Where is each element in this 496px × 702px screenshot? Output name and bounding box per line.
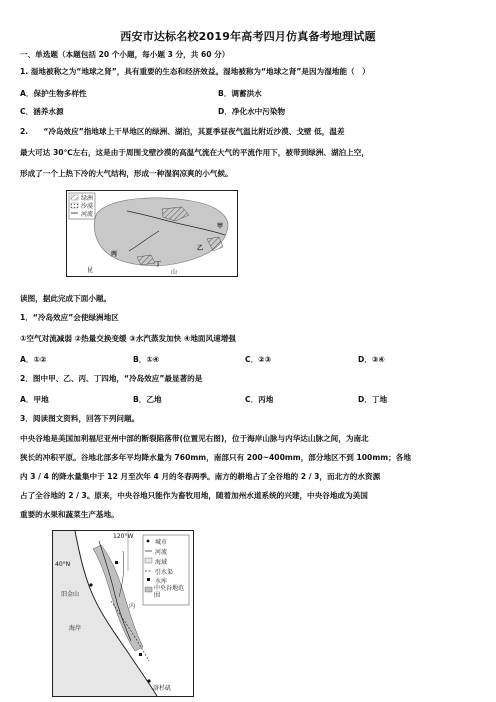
california-map: [52, 530, 194, 697]
sub-q1-items: ①空气对流减弱 ②热量交换变缓 ③水汽蒸发加快 ④地面风速增强: [20, 334, 236, 343]
label-ding: 丁: [155, 261, 162, 268]
sub-q1-option-d: D．③④: [358, 355, 385, 364]
sub-q2-option-c: C．丙地: [245, 395, 274, 404]
california-map-graphic: [53, 531, 193, 696]
label-shan: 山: [171, 269, 178, 276]
label-los-angeles: 洛杉矶: [153, 685, 172, 692]
label-san-francisco: 旧金山: [61, 591, 80, 598]
q2-intro-line1: 2. “冷岛效应”指地球上干旱地区的绿洲、湖泊，其夏季昼夜气温比附近沙漠、戈壁 低，温差: [20, 127, 345, 136]
sub-q2-option-a: A．甲地: [20, 395, 49, 404]
sub-q1-option-b: B．①④: [133, 355, 160, 364]
legend-oasis-label: 绿洲: [81, 195, 94, 202]
legend-valley-label: 中央谷地范围: [154, 585, 185, 599]
q3-passage-line5: 重要的水果和蔬菜生产基地。: [20, 510, 119, 519]
q1-stem: 1. 湿地被称之为“地球之肾”，具有重要的生态和经济效益。湿地被称为“地球之肾”是因为湿地能（ ）: [20, 67, 370, 76]
page-title: 西安市达标名校2019年高考四月仿真备考地理试题: [120, 30, 376, 43]
oasis-map: [66, 190, 238, 277]
sub-q2-option-d: D．丁地: [358, 395, 388, 404]
section-heading: 一、单选题（本题包括 20 个小题，每小题 3 分，共 60 分）: [20, 50, 230, 59]
legend-river-label-2: 河流: [155, 549, 168, 556]
sub-q1-option-c: C．②③: [245, 355, 272, 364]
q3-stem: 3．阅读图文资料，回答下列问题。: [20, 414, 140, 423]
q1-option-c: C．涵养水源: [20, 107, 64, 116]
sub-q1-option-a: A．①②: [20, 355, 47, 364]
q3-passage-line2: 狭长的冲积平原。谷地北部多年平均降水量为 760mm，南部只有 200~400mm，部分地区不到 100mm；各地: [20, 453, 411, 462]
legend-sea-label: 海域: [155, 559, 168, 566]
q3-passage-line4: 占了全谷地的 2 / 3。原来，中央谷地只能作为畜牧用地，随着加州水道系统的兴建，中央谷地成为美国: [20, 491, 368, 500]
sub-q2-stem: 2．图中甲、乙、丙、丁四地，“冷岛效应”最显著的是: [20, 374, 203, 383]
q1-option-d: D．净化水中污染物: [218, 107, 286, 116]
q1-option-b: B．调蓄洪水: [218, 89, 262, 98]
label-jia: 甲: [217, 223, 224, 230]
q2-intro-line3: 形成了一个上热下冷的大气结构，形成一种湿润凉爽的小气候。: [20, 169, 233, 178]
legend-reservoir-label: 水库: [155, 578, 168, 585]
read-map-prompt: 读图，据此完成下面小题。: [20, 294, 112, 303]
longitude-label: 120°W: [113, 533, 134, 540]
q1-option-a: A．保护生物多样性: [20, 89, 87, 98]
latitude-label: 40°N: [55, 561, 71, 568]
label-yi: 乙: [197, 245, 204, 252]
q3-passage-line1: 中央谷地是美国加利福尼亚州中部的断裂陷落带(位置见右图)，位于海岸山脉与内华达山脉之间，为南北: [20, 434, 369, 443]
label-kun: 昆: [87, 267, 94, 274]
label-bing: 丙: [111, 251, 118, 258]
legend-desert-label: 沙漠: [81, 203, 94, 210]
q3-passage-line3: 内 3 / 4 的降水量集中于 12 月至次年 4 月的冬春两季。南方的耕地占了全谷地的 2 / 3，而北方的水资源: [20, 472, 381, 481]
legend-aqueduct-label: 引水渠: [155, 569, 174, 576]
legend-river-label: 河流: [81, 211, 94, 218]
legend-city-label: 城市: [155, 539, 168, 546]
q3-passage: [20, 429, 478, 524]
q2-intro-line2: 最大可达 30℃左右，这是由于周围戈壁沙漠的高温气流在大气的平流作用下，被带到绿洲、湖泊上空，: [20, 148, 369, 157]
sub-q2-option-b: B．乙地: [133, 395, 162, 404]
sub-q1-stem: 1．“冷岛效应”会使绿洲地区: [20, 313, 119, 322]
label-nei: 内: [129, 603, 136, 610]
label-coast: 海岸: [69, 625, 82, 632]
